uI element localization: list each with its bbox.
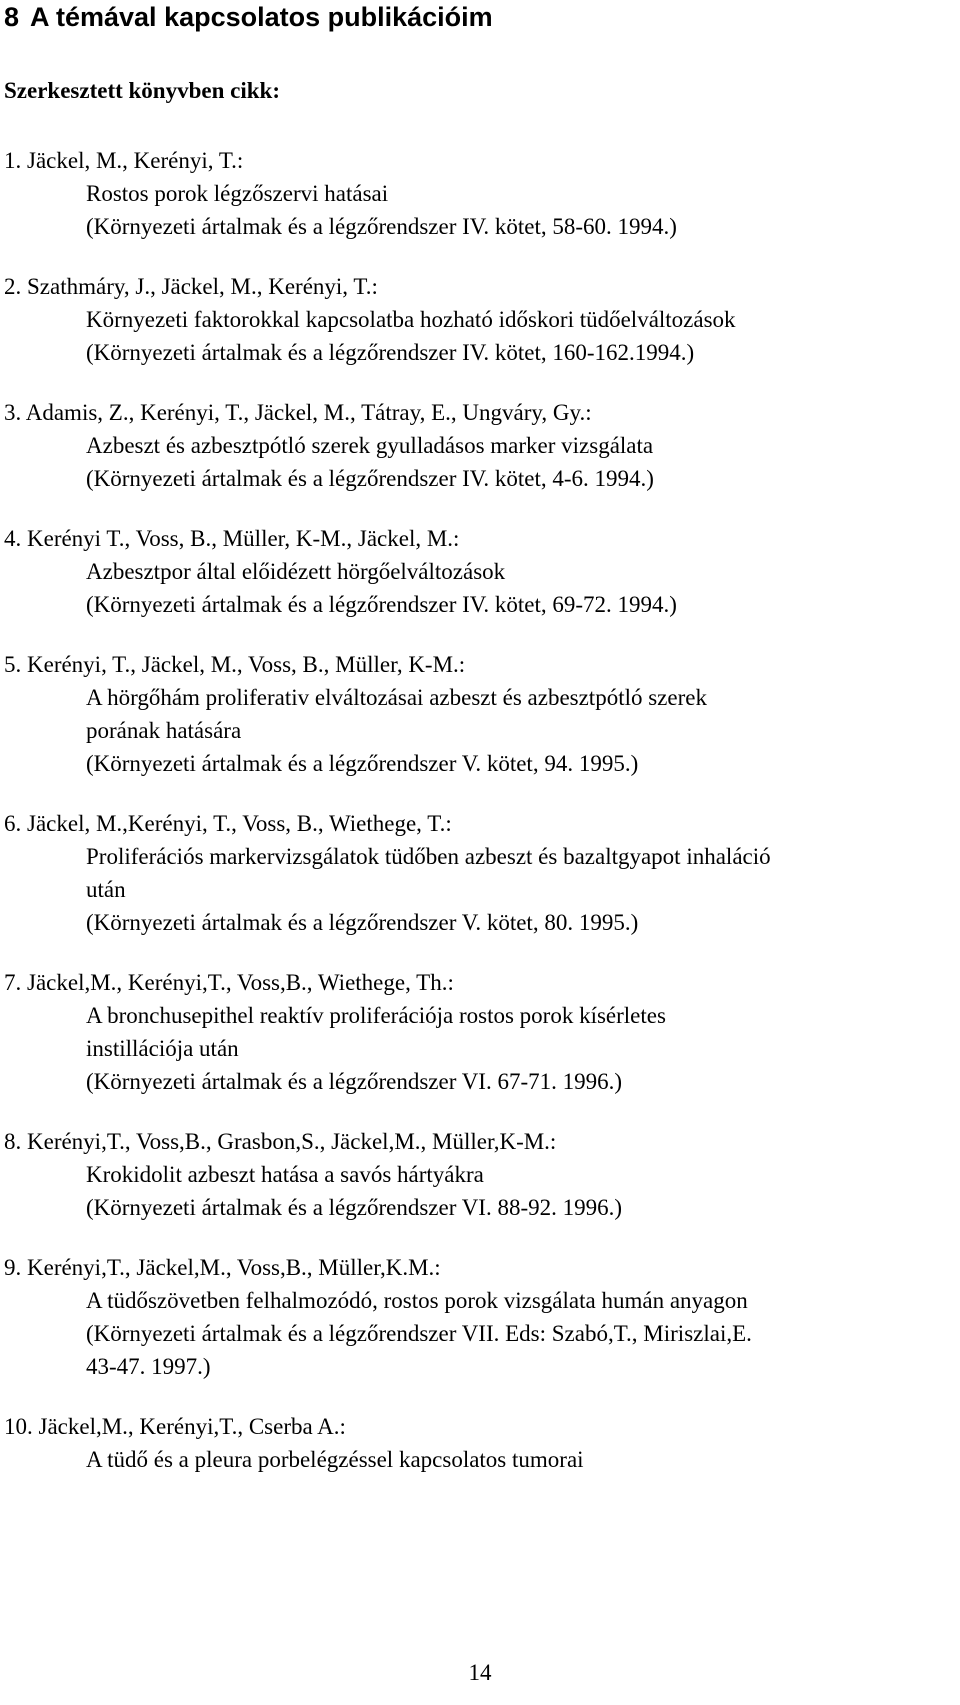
publication-text: Rostos porok légzőszervi hatásai	[86, 181, 389, 206]
publication-text: Környezeti faktorokkal kapcsolatba hozható időskori tüdőelváltozások	[86, 307, 736, 332]
publication-source: (Környezeti ártalmak és a légzőrendszer V. kötet, 94. 1995.)	[86, 751, 639, 776]
publication-text: Azbeszt és azbesztpótló szerek gyulladásos marker vizsgálata	[86, 433, 654, 458]
publication-text: 43-47. 1997.)	[86, 1354, 211, 1379]
page-number: 14	[468, 1660, 492, 1685]
publication-entry	[4, 1410, 954, 1476]
publication-entry	[4, 396, 954, 495]
publication-source: (Környezeti ártalmak és a légzőrendszer VI. 67-71. 1996.)	[86, 1069, 623, 1094]
publication-source: (Környezeti ártalmak és a légzőrendszer VI. 88-92. 1996.)	[86, 1195, 623, 1220]
publication-authors: 7. Jäckel,M., Kerényi,T., Voss,B., Wiethege, Th.:	[4, 970, 454, 995]
publication-authors: 9. Kerényi,T., Jäckel,M., Voss,B., Müller,K.M.:	[4, 1255, 441, 1280]
section-heading	[4, 0, 493, 34]
publication-source: (Környezeti ártalmak és a légzőrendszer V. kötet, 80. 1995.)	[86, 910, 639, 935]
publication-entry	[4, 648, 954, 780]
publication-text: instillációja után	[86, 1036, 239, 1061]
publication-authors: 6. Jäckel, M.,Kerényi, T., Voss, B., Wiethege, T.:	[4, 811, 452, 836]
publication-text: Krokidolit azbeszt hatása a savós hártyákra	[86, 1162, 484, 1187]
publication-entry	[4, 1125, 954, 1224]
publication-entry	[4, 807, 954, 939]
publication-source: (Környezeti ártalmak és a légzőrendszer IV. kötet, 4-6. 1994.)	[86, 466, 654, 491]
publication-text: A bronchusepithel reaktív proliferációja rostos porok kísérletes	[86, 1003, 666, 1028]
publication-authors: 10. Jäckel,M., Kerényi,T., Cserba A.:	[4, 1414, 346, 1439]
subsection-heading: Szerkesztett könyvben cikk:	[4, 78, 280, 103]
publication-text: porának hatására	[86, 718, 242, 743]
publication-entry	[4, 966, 954, 1098]
publication-text: után	[86, 877, 126, 902]
publication-entry	[4, 144, 954, 243]
publication-entry	[4, 1251, 954, 1383]
publication-text: A hörgőhám proliferativ elváltozásai azbeszt és azbesztpótló szerek	[86, 685, 707, 710]
publication-source: (Környezeti ártalmak és a légzőrendszer IV. kötet, 160-162.1994.)	[86, 340, 695, 365]
publication-text: Azbesztpor által előidézett hörgőelváltozások	[86, 559, 506, 584]
publication-authors: 3. Adamis, Z., Kerényi, T., Jäckel, M., Tátray, E., Ungváry, Gy.:	[4, 400, 592, 425]
publication-text: A tüdő és a pleura porbelégzéssel kapcsolatos tumorai	[86, 1447, 584, 1472]
publication-authors: 2. Szathmáry, J., Jäckel, M., Kerényi, T.:	[4, 274, 378, 299]
publication-authors: 1. Jäckel, M., Kerényi, T.:	[4, 148, 244, 173]
publication-entry	[4, 270, 954, 369]
publication-text: (Környezeti ártalmak és a légzőrendszer VII. Eds: Szabó,T., Miriszlai,E.	[86, 1321, 752, 1346]
section-title: A témával kapcsolatos publikációim	[30, 2, 493, 32]
publication-text: Proliferációs markervizsgálatok tüdőben azbeszt és bazaltgyapot inhaláció	[86, 844, 771, 869]
publication-authors: 5. Kerényi, T., Jäckel, M., Voss, B., Müller, K-M.:	[4, 652, 466, 677]
publication-list	[4, 144, 954, 1503]
publication-source: (Környezeti ártalmak és a légzőrendszer IV. kötet, 58-60. 1994.)	[86, 214, 677, 239]
section-number: 8	[4, 2, 20, 32]
publication-text: A tüdőszövetben felhalmozódó, rostos porok vizsgálata humán anyagon	[86, 1288, 748, 1313]
publication-entry	[4, 522, 954, 621]
publication-authors: 4. Kerényi T., Voss, B., Müller, K-M., Jäckel, M.:	[4, 526, 460, 551]
publication-authors: 8. Kerényi,T., Voss,B., Grasbon,S., Jäckel,M., Müller,K-M.:	[4, 1129, 557, 1154]
publication-source: (Környezeti ártalmak és a légzőrendszer IV. kötet, 69-72. 1994.)	[86, 592, 677, 617]
